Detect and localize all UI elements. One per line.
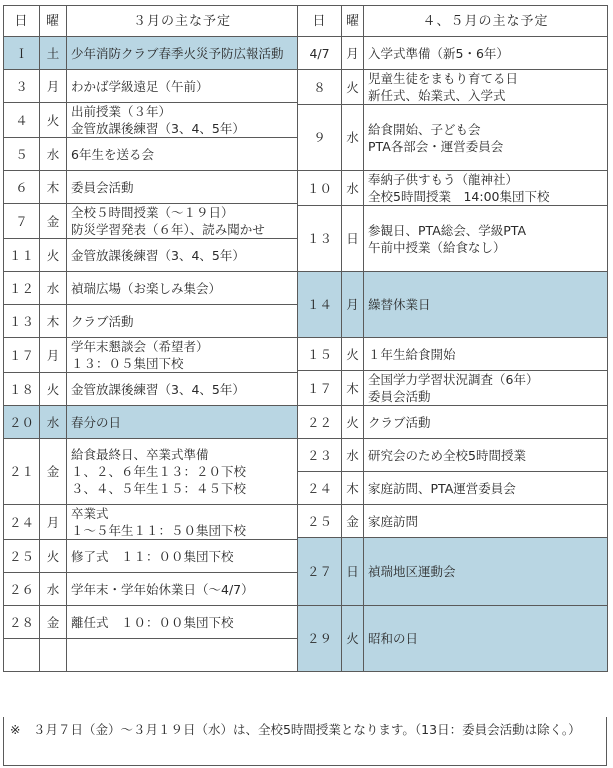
march-event-text: 卒業式 [71, 506, 109, 521]
aprmay-weekday-cell: 水 [342, 105, 364, 171]
march-weekday-cell: 水 [40, 138, 67, 171]
march-weekday-cell: 金 [40, 439, 67, 505]
march-event-text: 給食最終日、卒業式準備 [71, 447, 209, 462]
aprmay-day-cell: １０ [298, 171, 342, 206]
aprmay-event-text: 午前中授業（給食なし） [368, 239, 506, 255]
aprmay-weekday-cell: 火 [342, 70, 364, 105]
aprmay-event-cell [364, 538, 608, 606]
aprmay-day-cell: ２９ [298, 606, 342, 672]
march-weekday-cell: 木 [40, 171, 67, 204]
aprmay-day-cell: １４ [298, 272, 342, 338]
aprmay-event-text: 入学式準備（新5・6年） [368, 45, 509, 61]
aprmay-day-cell: ２３ [298, 439, 342, 472]
march-event-cell [67, 103, 298, 138]
march-day-cell: １７ [4, 338, 40, 373]
aprmay-event-text: 全校5時間授業 14:00集団下校 [368, 189, 550, 204]
aprmay-weekday-cell: 火 [342, 406, 364, 439]
march-weekday-cell: 水 [40, 573, 67, 606]
aprmay-event-text: 児童生徒をまもり育てる日 [368, 71, 519, 86]
march-event-text: わかば学級遠足（午前） [71, 78, 209, 94]
march-weekday-cell: 火 [40, 103, 67, 138]
aprmay-event-cell [364, 338, 608, 371]
aprmay-event-text: 委員会活動 [368, 389, 431, 404]
aprmay-event-cell [364, 472, 608, 505]
march-event-text: 春分の日 [71, 414, 122, 430]
march-event-text: 修了式 １１：００集団下校 [71, 548, 234, 564]
march-day-cell: １１ [4, 239, 40, 272]
aprmay-weekday-cell: 木 [342, 472, 364, 505]
march-weekday-cell: 土 [40, 37, 67, 70]
march-event-cell [67, 338, 298, 373]
aprmay-day-cell: ８ [298, 70, 342, 105]
march-day-header: 日 [4, 6, 40, 37]
schedule-body [4, 37, 608, 672]
march-day-cell: １２ [4, 272, 40, 305]
march-event-cell [67, 373, 298, 406]
march-event-text: 防災学習発表（６年）、読み聞かせ [71, 222, 265, 237]
march-day-cell: ２５ [4, 540, 40, 573]
aprmay-event-cell [364, 70, 608, 105]
march-event-text: 金管放課後練習（3、4、5年） [71, 381, 245, 397]
aprmay-event-text: 禎瑞地区運動会 [368, 564, 456, 579]
march-event-text: 学年末懇談会（希望者） [71, 339, 209, 354]
table-row [4, 171, 608, 204]
aprmay-day-cell: ２５ [298, 505, 342, 538]
aprmay-day-header: 日 [298, 6, 342, 37]
aprmay-weekday-header: 曜 [342, 6, 364, 37]
aprmay-day-cell: ２７ [298, 538, 342, 606]
march-day-cell: ２１ [4, 439, 40, 505]
header-row [4, 6, 608, 37]
march-weekday-cell: 月 [40, 70, 67, 103]
march-day-cell: ２０ [4, 406, 40, 439]
march-event-cell [67, 138, 298, 171]
march-event-text: 金管放課後練習（3、4、5年） [71, 247, 245, 263]
aprmay-weekday-cell: 木 [342, 371, 364, 406]
table-row [4, 338, 608, 371]
march-weekday-cell [40, 639, 67, 672]
march-event-text: 金管放課後練習（3、4、5年） [71, 121, 245, 136]
aprmay-weekday-cell: 月 [342, 37, 364, 70]
aprmay-event-text: 給食開始、子ども会 [368, 121, 481, 137]
aprmay-event-cell [364, 606, 608, 672]
aprmay-event-text: 新任式、始業式、入学式 [368, 88, 506, 103]
march-day-cell: ２８ [4, 606, 40, 639]
aprmay-event-text: クラブ活動 [368, 414, 431, 430]
march-day-cell: ２４ [4, 505, 40, 540]
aprmay-event-cell [364, 406, 608, 439]
march-event-cell [67, 406, 298, 439]
march-day-cell: ３ [4, 70, 40, 103]
march-day-cell: Ｉ [4, 37, 40, 70]
march-event-cell [67, 171, 298, 204]
march-day-cell: ７ [4, 204, 40, 239]
aprmay-event-text: 家庭訪問 [368, 513, 419, 529]
aprmay-weekday-cell: 月 [342, 272, 364, 338]
march-event-cell [67, 70, 298, 103]
aprmay-event-cell [364, 439, 608, 472]
march-event-cell [67, 573, 298, 606]
table-row [4, 505, 608, 538]
aprmay-weekday-cell: 水 [342, 171, 364, 206]
march-event-text: １３：０５集団下校 [71, 356, 184, 371]
aprmay-day-cell: ２４ [298, 472, 342, 505]
march-event-cell [67, 272, 298, 305]
march-weekday-cell: 水 [40, 406, 67, 439]
aprmay-event-cell [364, 105, 608, 171]
aprmay-event-text: 家庭訪問、PTA運営委員会 [368, 480, 516, 496]
aprmay-event-cell [364, 206, 608, 272]
march-event-text: 少年消防クラブ春季火災予防広報活動 [71, 45, 284, 61]
aprmay-weekday-cell: 火 [342, 606, 364, 672]
aprmay-event-cell [364, 37, 608, 70]
aprmay-event-text: 参観日、PTA総会、学級PTA [368, 222, 527, 238]
march-weekday-cell: 金 [40, 204, 67, 239]
march-event-cell [67, 540, 298, 573]
march-day-cell: １８ [4, 373, 40, 406]
march-event-cell [67, 204, 298, 239]
march-weekday-cell: 火 [40, 373, 67, 406]
aprmay-event-text: 繰替休業日 [368, 297, 431, 312]
march-day-cell: ５ [4, 138, 40, 171]
aprmay-title-header: ４、５月の主な予定 [364, 6, 608, 37]
aprmay-event-text: 研究会のため全校5時間授業 [368, 447, 526, 463]
march-weekday-header: 曜 [40, 6, 67, 37]
march-event-cell [67, 37, 298, 70]
march-day-cell: ６ [4, 171, 40, 204]
aprmay-event-text: １年生給食開始 [368, 346, 456, 362]
march-event-cell [67, 505, 298, 540]
march-event-cell [67, 639, 298, 672]
footnote: ※ ３月７日（金）～３月１９日（水）は、全校5時間授業となります。（13日：委員会活動は除く。） [3, 717, 607, 766]
aprmay-day-cell: ９ [298, 105, 342, 171]
aprmay-event-text: PTA各部会・運営委員会 [368, 138, 504, 154]
march-event-text: 禎瑞広場（お楽しみ集会） [71, 280, 222, 296]
march-event-text: ３、４、５年生１５：４５下校 [71, 481, 247, 496]
table-row [4, 406, 608, 439]
aprmay-day-cell: １３ [298, 206, 342, 272]
table-row [4, 70, 608, 103]
aprmay-weekday-cell: 金 [342, 505, 364, 538]
march-weekday-cell: 水 [40, 272, 67, 305]
aprmay-weekday-cell: 火 [342, 338, 364, 371]
march-day-cell: ４ [4, 103, 40, 138]
march-day-cell: １３ [4, 305, 40, 338]
march-event-text: 学年末・学年始休業日（～4/7） [71, 581, 254, 597]
march-event-text: １～５年生１１：５０集団下校 [71, 523, 247, 538]
aprmay-event-cell [364, 371, 608, 406]
aprmay-day-cell: １７ [298, 371, 342, 406]
march-weekday-cell: 月 [40, 505, 67, 540]
march-weekday-cell: 木 [40, 305, 67, 338]
aprmay-event-text: 昭和の日 [368, 631, 419, 646]
march-event-text: 出前授業（３年） [71, 104, 172, 119]
table-row [4, 37, 608, 70]
march-title-header: ３月の主な予定 [67, 6, 298, 37]
march-day-cell [4, 639, 40, 672]
march-event-text: 6年生を送る会 [71, 146, 154, 162]
aprmay-event-cell [364, 505, 608, 538]
aprmay-day-cell: ２２ [298, 406, 342, 439]
march-weekday-cell: 月 [40, 338, 67, 373]
march-event-cell [67, 305, 298, 338]
march-event-text: 委員会活動 [71, 179, 134, 195]
march-event-cell [67, 606, 298, 639]
march-event-text: クラブ活動 [71, 313, 134, 329]
aprmay-event-text: 奉納子供すもう（龍神社） [368, 172, 519, 187]
march-weekday-cell: 金 [40, 606, 67, 639]
march-event-cell [67, 239, 298, 272]
march-event-text: 離任式 １０：００集団下校 [71, 614, 234, 630]
table-row [4, 272, 608, 305]
table-row [4, 606, 608, 639]
aprmay-day-cell: 4/7 [298, 37, 342, 70]
aprmay-weekday-cell: 水 [342, 439, 364, 472]
march-weekday-cell: 火 [40, 239, 67, 272]
aprmay-weekday-cell: 日 [342, 538, 364, 606]
march-weekday-cell: 火 [40, 540, 67, 573]
march-event-text: １、２、６年生１３：２０下校 [71, 464, 247, 479]
aprmay-event-cell [364, 272, 608, 338]
march-event-text: 全校５時間授業（～１９日） [71, 205, 234, 220]
march-day-cell: ２６ [4, 573, 40, 606]
march-event-cell [67, 439, 298, 505]
aprmay-event-cell [364, 171, 608, 206]
aprmay-event-text: 全国学力学習状況調査（6年） [368, 372, 539, 387]
schedule-table [3, 5, 608, 672]
aprmay-day-cell: １５ [298, 338, 342, 371]
aprmay-weekday-cell: 日 [342, 206, 364, 272]
